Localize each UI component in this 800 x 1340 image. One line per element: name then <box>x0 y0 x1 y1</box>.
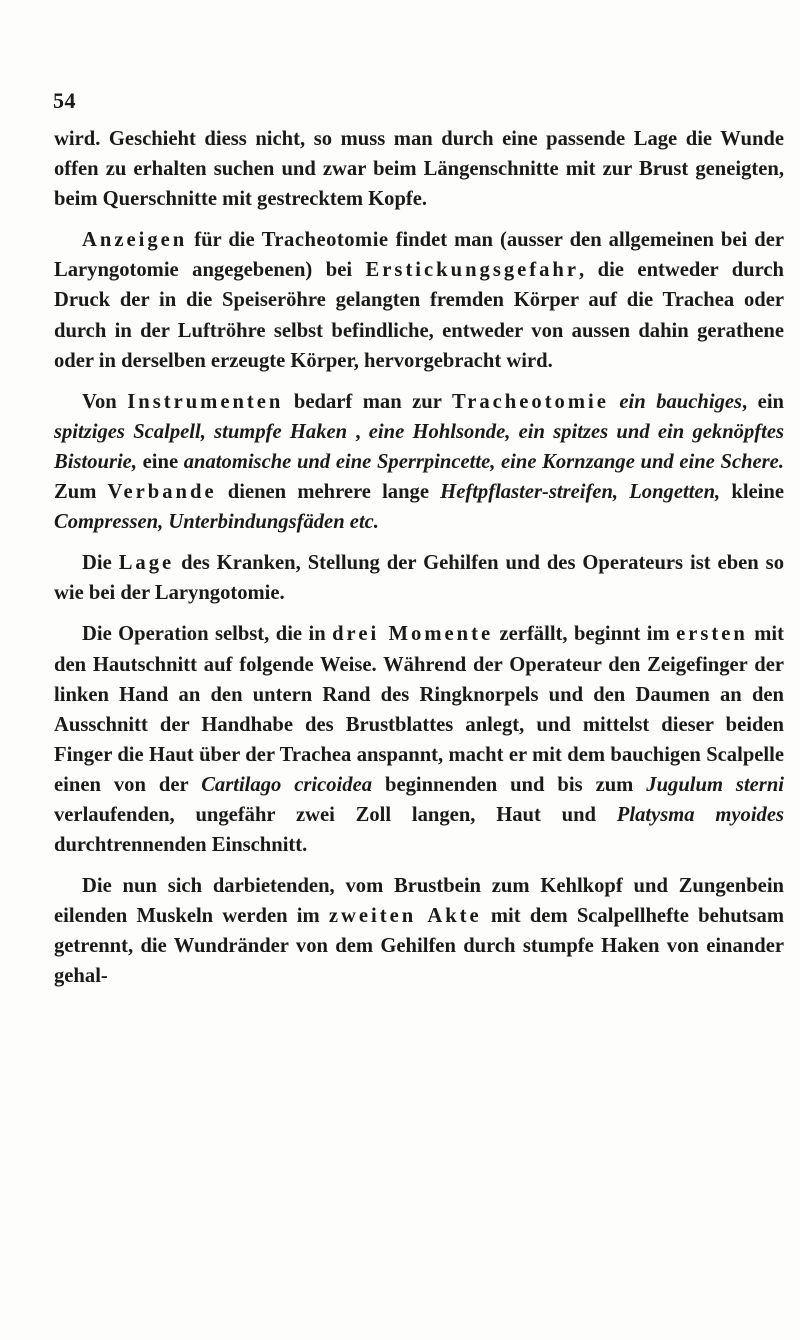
italic-term: Platysma myoides <box>616 803 784 826</box>
spaced-term: drei Momente <box>332 623 494 646</box>
paragraph-6 <box>54 871 784 991</box>
italic-term: Cartilago cricoidea <box>201 773 373 796</box>
paragraph-4 <box>54 548 784 608</box>
text-run: , die entweder durch Druck der in die Speiseröhre gelangten fremden Körper auf die Trachea oder durch in der Luftröhre selbst befindliche, entweder von aussen dahin gerathene oder in derselben erzeugte Körper, hervorgebracht wird. <box>54 259 784 372</box>
text-run: findet man (ausser den allgemeinen bei der Laryngotomie angegebenen) bei <box>54 229 785 282</box>
text-run: des Kranken, Stellung der Gehilfen und des Operateurs ist eben so wie bei der Laryngotomie. <box>54 552 784 605</box>
text-run: verlaufenden, ungefähr zwei Zoll langen, Haut und <box>54 803 617 826</box>
spaced-term: Anzeigen <box>82 229 188 252</box>
spaced-term: Verbande <box>107 481 217 504</box>
text-run: durchtrennenden Einschnitt. <box>54 834 308 857</box>
spaced-term: zweiten Akte <box>328 905 482 928</box>
body-text <box>54 124 784 1003</box>
text-run <box>609 391 620 413</box>
text-run: Von <box>82 390 128 413</box>
spaced-term: ersten <box>676 623 748 646</box>
paragraph-text: wird. Geschieht diess nicht, so muss man durch eine passende Lage die Wunde offen zu erhalten suchen und zwar beim Längenschnitte mit zur Brust geneigten, beim Querschnitte mit gestrecktem Kopfe. <box>54 128 784 211</box>
text-run: , ein <box>742 390 784 413</box>
paragraph-1 <box>54 124 784 214</box>
paragraph-5 <box>54 619 784 860</box>
text-run: zerfällt, beginnt im <box>493 623 677 646</box>
italic-term: Heftpflaster-streifen, Longetten, <box>440 481 721 504</box>
text-run: bedarf man zur <box>283 390 453 413</box>
paragraph-2 <box>54 225 784 375</box>
text-run: , <box>347 420 369 443</box>
text-run: eine <box>136 450 184 473</box>
text-run: für die <box>187 229 262 252</box>
italic-term: ein bauchiges <box>619 390 743 413</box>
text-run: Zum <box>54 481 108 504</box>
text-run: mit den Hautschnitt auf folgende Weise. Während der Operateur den Zeigefinger der linken Hand an den untern Rand des Ringknorpels und den Daumen an den Ausschnitt der Handhabe des Brustblattes anlegt, und mittelst dieser beiden Finger die Haut über der Trachea anspannt, macht er mit dem bauchigen Scalpelle einen von der <box>54 623 785 796</box>
italic-term: Compressen, Unterbindungsfäden etc. <box>54 511 379 534</box>
text-run: Die Operation selbst, die in <box>82 623 333 646</box>
italic-term: anatomische und eine Sperrpincette, eine Kornzange und eine Schere. <box>183 450 784 473</box>
text-run: Die <box>82 552 119 575</box>
text-run: kleine <box>720 481 785 504</box>
text-run: mit dem Scalpellhefte behutsam getrennt, die Wundränder von dem Gehilfen durch stumpfe Haken von einander gehal- <box>54 905 784 988</box>
spaced-term: Tracheotomie <box>452 390 609 413</box>
text-run: beginnenden und bis zum <box>372 773 647 796</box>
spaced-term: Lage <box>118 552 175 575</box>
text-run: dienen mehrere lange <box>216 481 441 504</box>
text-run: Die nun sich darbietenden, vom Brustbein zum Kehlkopf und Zungenbein eilenden Muskeln werden im <box>54 875 784 928</box>
italic-term: spitziges Scalpell, stumpfe Haken <box>54 420 348 443</box>
paragraph-3 <box>54 387 784 537</box>
italic-term: eine Hohlsonde, ein spitzes und ein geknöpftes Bistourie, <box>54 420 784 473</box>
spaced-term: Erstickungsgefahr <box>365 259 580 282</box>
italic-term: Jugulum sterni <box>646 773 784 796</box>
spaced-term: Instrumenten <box>127 390 284 413</box>
fraktur-term: Tracheotomie <box>261 229 389 252</box>
page-number: 54 <box>53 88 76 113</box>
